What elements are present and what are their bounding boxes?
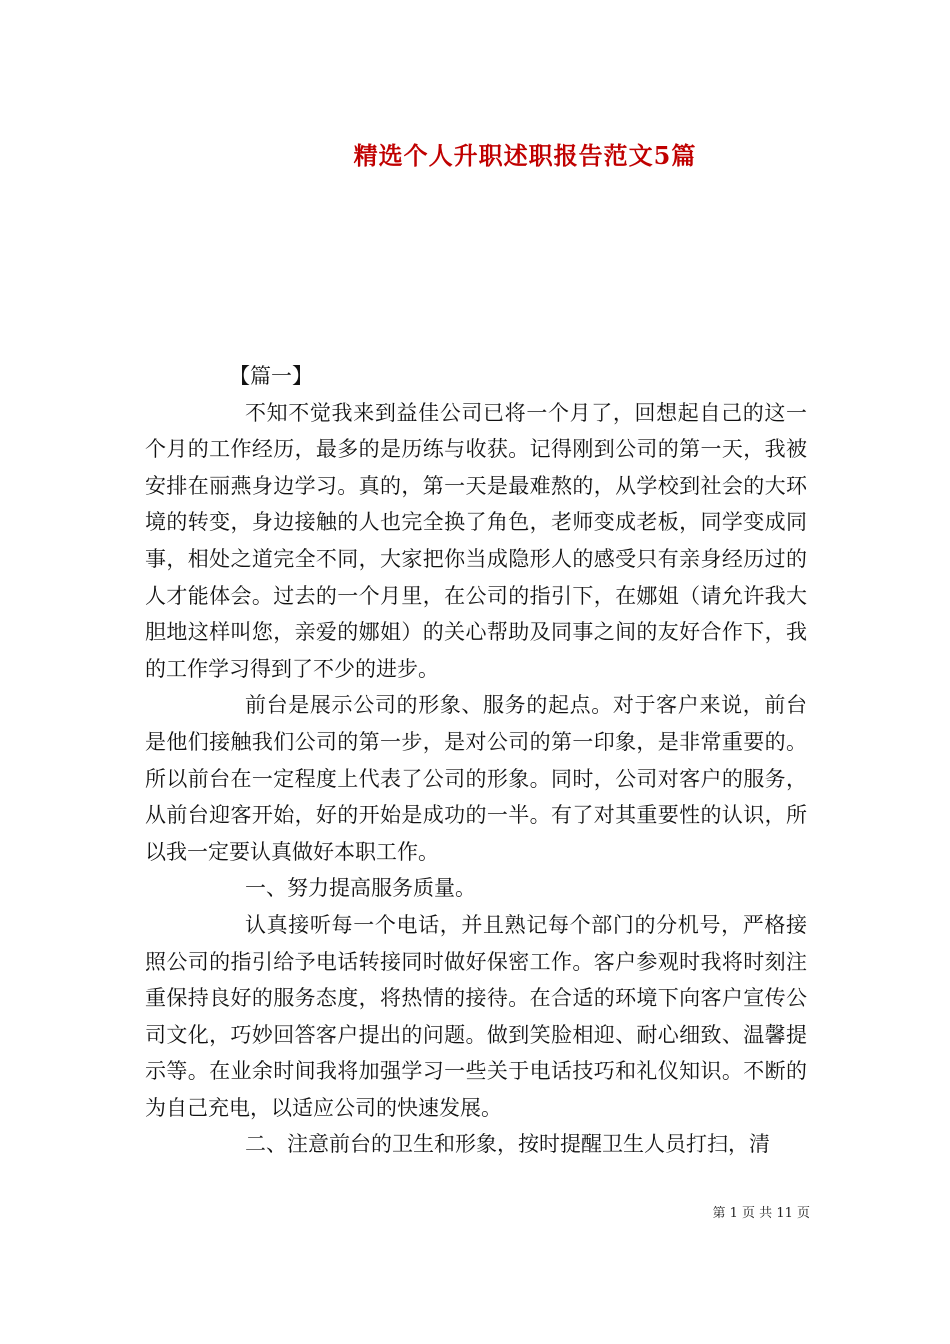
paragraph-5: 二、注意前台的卫生和形象，按时提醒卫生人员打扫，清 <box>245 1132 770 1157</box>
paragraph-1: 不知不觉我来到益佳公司已将一个月了，回想起自己的这一个月的工作经历，最多的是历练与收获。记得刚到公司的第一天，我被安排在丽燕身边学习。真的，第一天是最难熬的，从学校到社会的大环境的转变，身边接触的人也完全换了角色，老师变成老板，同学变成同事，相处之道完全不同，大家把你当成隐形人的感受只有亲身经历过的人才能体会。过去的一个月里，在公司的指引下，在娜姐（请允许我大胆地这样叫您，亲爱的娜姐）的关心帮助及同事之间的友好合作下，我的工作学习得到了不少的进步。 <box>145 400 807 681</box>
paragraph-3: 一、努力提高服务质量。 <box>245 876 476 901</box>
page-title: 精选个人升职述职报告范文5篇 <box>353 141 697 170</box>
document-body <box>145 358 807 1163</box>
section-heading: 【篇一】 <box>229 364 313 388</box>
page-number-footer: 第 1 页 共 11 页 <box>712 1206 810 1221</box>
paragraph-2: 前台是展示公司的形象、服务的起点。对于客户来说，前台是他们接触我们公司的第一步，是对公司的第一印象，是非常重要的。所以前台在一定程度上代表了公司的形象。同时，公司对客户的服务，从前台迎客开始，好的开始是成功的一半。有了对其重要性的认识，所以我一定要认真做好本职工作。 <box>145 693 807 864</box>
paragraph-4: 认真接听每一个电话，并且熟记每个部门的分机号，严格接照公司的指引给予电话转接同时做好保密工作。客户参观时我将时刻注重保持良好的服务态度，将热情的接待。在合适的环境下向客户宣传公司文化，巧妙回答客户提出的问题。做到笑脸相迎、耐心细致、温馨提示等。在业余时间我将加强学习一些关于电话技巧和礼仪知识。不断的为自己充电，以适应公司的快速发展。 <box>145 912 807 1120</box>
